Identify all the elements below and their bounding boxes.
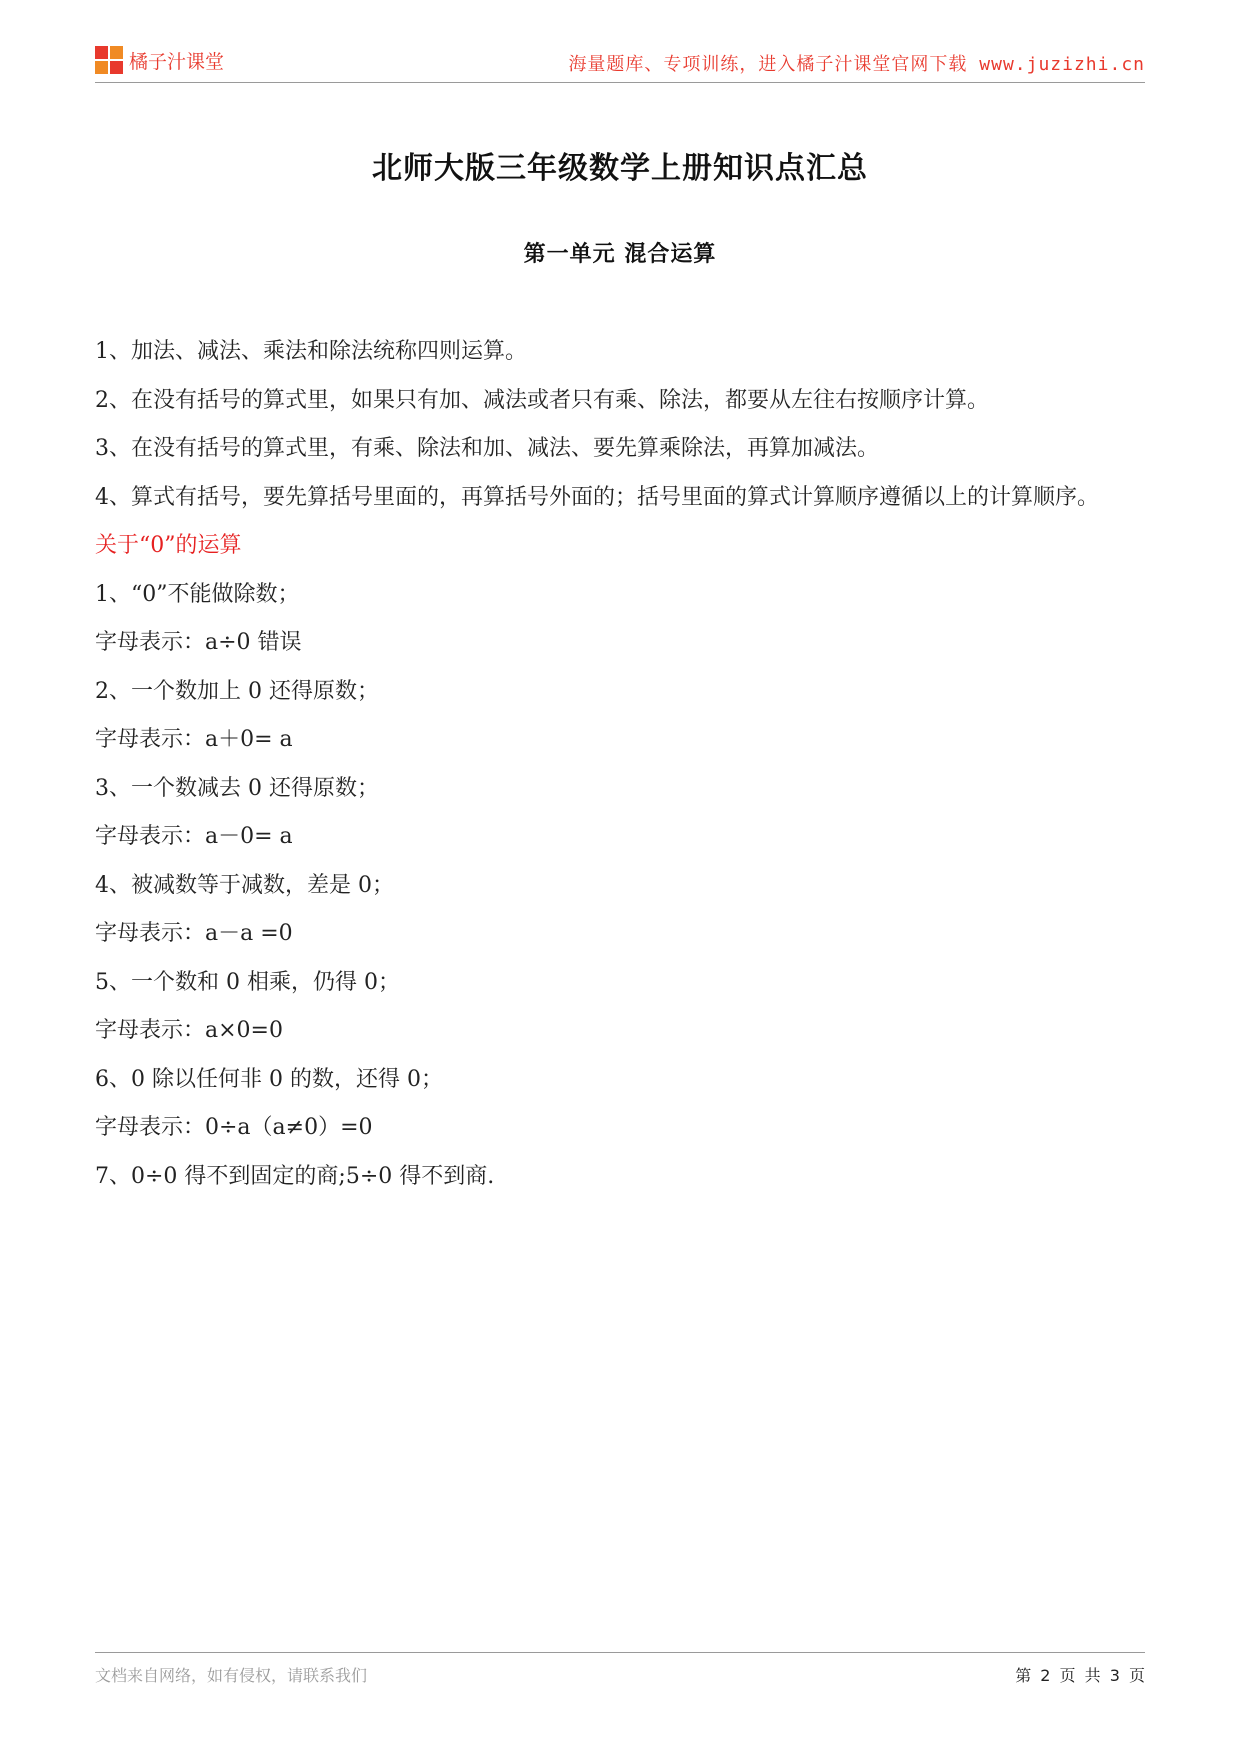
rule-line: 1、加法、减法、乘法和除法统称四则运算。 [95, 339, 527, 364]
header-slogan[interactable]: 海量题库、专项训练，进入橘子汁课堂官网下载 www.juzizhi.cn [568, 54, 1145, 75]
zero-rule-line: 3、一个数减去 0 还得原数； [95, 775, 379, 801]
logo-text: 橘子汁课堂 [129, 50, 225, 73]
page-title: 北师大版三年级数学上册知识点汇总 [372, 151, 868, 186]
zero-formula-line: 字母表示：0÷a（a≠0）=0 [95, 1115, 373, 1140]
rule-line: 3、在没有括号的算式里，有乘、除法和加、减法、要先算乘除法，再算加减法。 [95, 436, 879, 461]
zero-formula-line: 字母表示：a＋0= a [95, 727, 293, 752]
zero-formula-line: 字母表示：a－a =0 [95, 921, 293, 946]
logo-icon [95, 46, 123, 74]
unit-subtitle: 第一单元 混合运算 [523, 241, 717, 267]
zero-rule-line: 4、被减数等于减数，差是 0； [95, 872, 394, 898]
zero-section-heading: 关于“0”的运算 [95, 533, 242, 558]
rule-line: 4、算式有括号，要先算括号里面的，再算括号外面的；括号里面的算式计算顺序遵循以上的计算顺序。 [95, 484, 1100, 510]
rule-line: 2、在没有括号的算式里，如果只有加、减法或者只有乘、除法，都要从左往右按顺序计算。 [95, 387, 990, 413]
zero-rule-line: 2、一个数加上 0 还得原数； [95, 678, 379, 704]
brand-logo[interactable] [95, 46, 224, 74]
zero-rule-line: 1、“0”不能做除数； [95, 581, 300, 607]
zero-formula-line: 字母表示：a×0=0 [95, 1018, 283, 1043]
zero-rule-line: 7、0÷0 得不到固定的商;5÷0 得不到商. [95, 1163, 495, 1189]
footer-disclaimer: 文档来自网络，如有侵权，请联系我们 [95, 1666, 368, 1685]
zero-rule-line: 6、0 除以任何非 0 的数，还得 0； [95, 1066, 443, 1092]
page-number: 第 2 页 共 3 页 [1015, 1666, 1145, 1685]
zero-rule-line: 5、一个数和 0 相乘，仍得 0； [95, 969, 400, 995]
document-body [95, 328, 1145, 1201]
page-header [95, 40, 1145, 83]
zero-formula-line: 字母表示：a÷0 错误 [95, 630, 302, 655]
page-footer [95, 1652, 1145, 1693]
zero-formula-line: 字母表示：a－0= a [95, 824, 293, 849]
